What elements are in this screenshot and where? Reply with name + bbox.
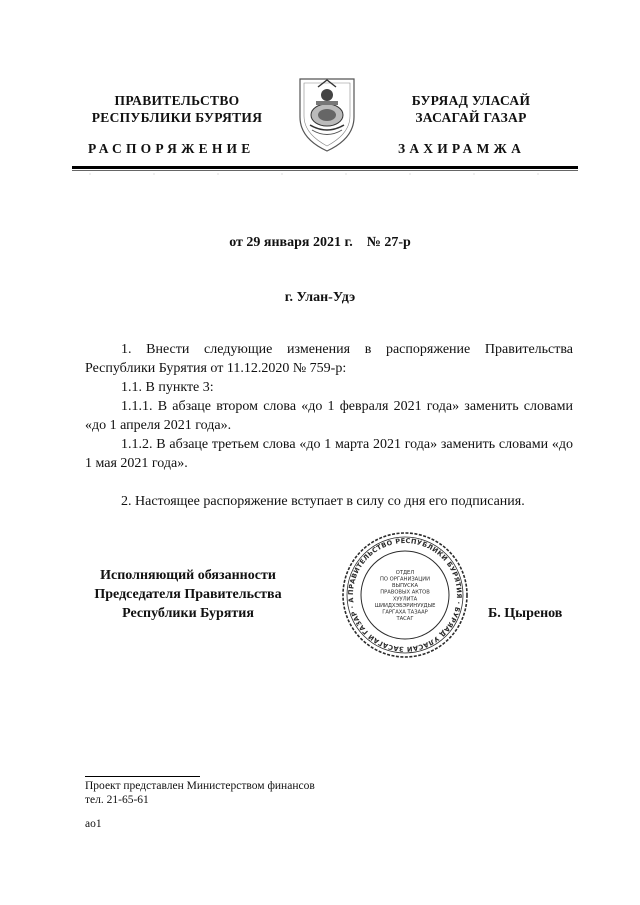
paragraph-1-1-2: 1.1.2. В абзаце третьем слова «до 1 марта 2021 года» заменить словами «до 1 мая 2021 года». — [85, 437, 573, 471]
doc-type-ru: РАСПОРЯЖЕНИЕ — [88, 141, 255, 156]
stamp-center-line: ОТДЕЛ — [395, 569, 415, 576]
government-name-bua-line1: БУРЯАД УЛАСАЙ — [411, 93, 531, 108]
stamp-center-line: ПРАВОВЫХ АКТОВ — [380, 589, 430, 596]
footer-prepared-by: Проект представлен Министерством финансов — [85, 780, 315, 792]
paragraph-1-1-1: 1.1.1. В абзаце втором слова «до 1 февраля 2021 года» заменить словами «до 1 апреля 2021 года». — [85, 399, 573, 433]
stamp-center-line: ХУУЛИТА — [392, 596, 418, 603]
stamp-center-line: ВЫПУСКА — [391, 583, 419, 590]
coat-of-arms-emblem — [296, 73, 358, 153]
header-left — [82, 92, 272, 126]
stamp-center-line: ШИИДХЭБЭРИНУУДЫЕ — [374, 602, 436, 609]
stamp-center-line: ПО ОРГАНИЗАЦИИ — [379, 576, 431, 583]
header-rule-thick — [72, 166, 578, 169]
government-name-ru-line1: ПРАВИТЕЛЬСТВО — [114, 93, 240, 108]
stamp-center-line: ТАСАГ — [396, 616, 414, 623]
document-body — [85, 340, 573, 511]
header-right — [386, 92, 556, 126]
header-dots — [72, 173, 578, 175]
footer-code: ао1 — [85, 818, 102, 830]
footer-phone: тел. 21-65-61 — [85, 794, 149, 806]
paragraph-2: 2. Настоящее распоряжение вступает в силу со дня его подписания. — [121, 494, 525, 509]
signatory-title-line3: Республики Бурятия — [122, 606, 254, 621]
stamp-ring-text: ПРАВИТЕЛЬСТВО РЕСПУБЛИКИ БУРЯТИЯ · БУРЯАД УЛАСАЙ ЗАСАГАЙ ГАЗАР · А — [346, 536, 464, 654]
date-number: от 29 января 2021 г. № 27-р — [229, 235, 411, 250]
signatory-title-line2: Председателя Правительства — [94, 587, 282, 602]
doc-type-bua: ЗАХИРАМЖА — [398, 141, 526, 156]
paragraph-1-1: 1.1. В пункте 3: — [121, 380, 214, 395]
signatory-title-line1: Исполняющий обязанности — [100, 568, 276, 583]
stamp-center-line: ГАРГАХА ТАЗААР — [382, 609, 428, 616]
official-stamp — [340, 530, 470, 660]
government-name-ru-line2: РЕСПУБЛИКИ БУРЯТИЯ — [91, 110, 263, 125]
paragraph-1: 1. Внести следующие изменения в распоряжение Правительства Республики Бурятия от 11.12.2020 № 759-р: — [85, 342, 573, 376]
city: г. Улан-Удэ — [284, 290, 356, 305]
government-name-bua-line2: ЗАСАГАЙ ГАЗАР — [415, 110, 527, 125]
signatory-name: Б. Цыренов — [488, 606, 563, 621]
signatory-title — [74, 566, 302, 623]
footer-note — [85, 779, 315, 807]
header-rule-thin — [72, 170, 578, 171]
footer-rule — [85, 776, 200, 777]
